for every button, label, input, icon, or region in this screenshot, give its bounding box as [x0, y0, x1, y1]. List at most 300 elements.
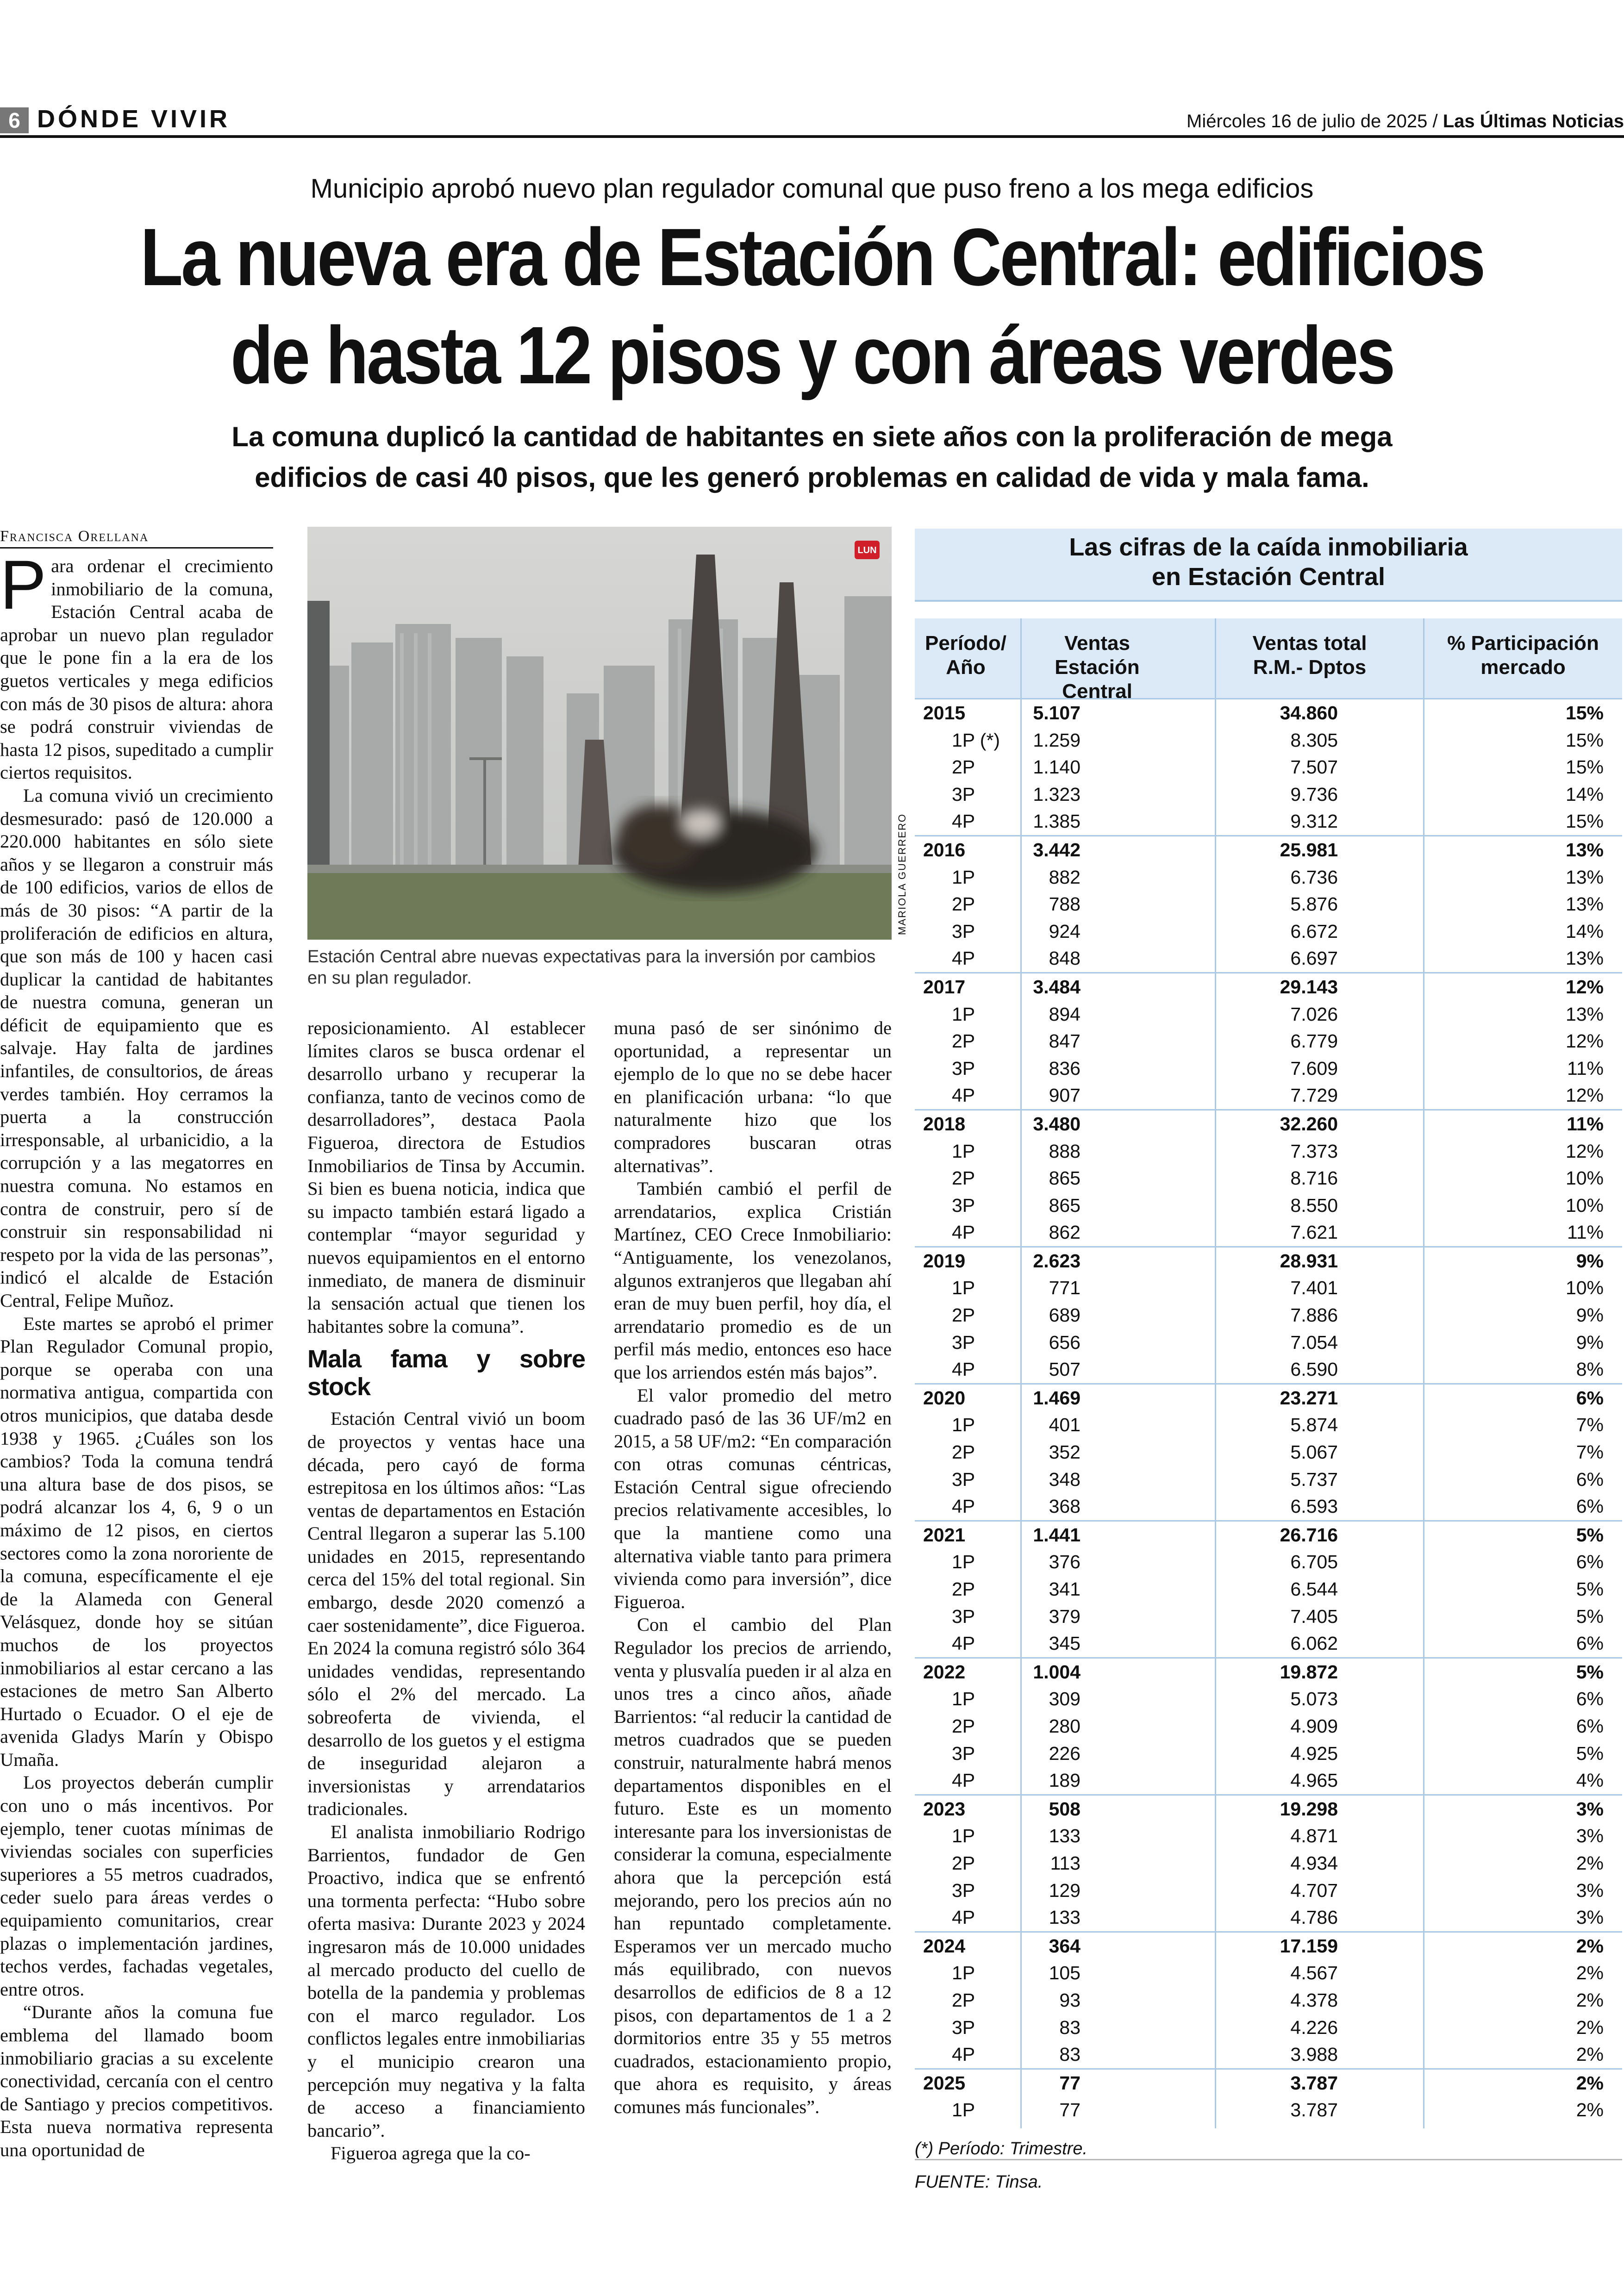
article-column-1: [0, 546, 273, 2162]
cell-total: 6.736: [1290, 866, 1338, 888]
cell-periodo: 1P: [952, 1688, 975, 1710]
cell-periodo: 3P: [952, 783, 975, 805]
cell-participacion: 9%: [1576, 1331, 1604, 1353]
cell-ventas: 836: [1049, 1057, 1081, 1079]
cell-ventas: 348: [1049, 1468, 1081, 1490]
cell-ventas: 865: [1049, 1167, 1081, 1189]
cell-ventas: 133: [1049, 1825, 1081, 1847]
cell-periodo: 2022: [923, 1661, 966, 1683]
cell-periodo: 3P: [952, 1468, 975, 1490]
cell-total: 7.621: [1290, 1222, 1338, 1243]
cell-ventas: 2.623: [1033, 1250, 1081, 1272]
cell-total: 5.874: [1290, 1414, 1338, 1436]
article-paragraph: “Durante años la comuna fue emblema del llamado boom inmobiliario gracias a su excelente conectividad, cercanía con el centro de Santiago y precios competitivos. Esta nueva normativa representa una oportunidad de: [0, 2002, 273, 2160]
cell-ventas: 507: [1049, 1359, 1081, 1380]
note-rule: [915, 2159, 1622, 2160]
article-paragraph: Para ordenar el crecimiento inmobiliario de la comuna, Estación Central acaba de aprobar un nuevo plan regulador que le pone fin a la era de los guetos verticales y mega edificios con más de 30 pisos de altura: ahora se podrá construir viviendas de hasta 12 pisos, supeditado a cumplir ciertos requisitos.: [0, 546, 273, 783]
cell-total: 7.054: [1290, 1331, 1338, 1353]
dateline-separator: /: [1432, 111, 1438, 131]
table-row: [915, 1548, 1622, 1576]
cell-total: 9.736: [1290, 783, 1338, 805]
cell-ventas: 341: [1049, 1578, 1081, 1600]
kicker: Municipio aprobó nuevo plan regulador comunal que puso freno a los mega edificios: [310, 174, 1314, 204]
cell-ventas: 113: [1050, 1852, 1081, 1874]
article-column-2: [307, 1017, 585, 2165]
cell-participacion: 12%: [1565, 1085, 1604, 1106]
cell-total: 3.787: [1290, 2072, 1338, 2094]
cell-participacion: 12%: [1565, 1030, 1604, 1052]
cell-periodo: 1P: [952, 1414, 975, 1436]
cell-ventas: 352: [1049, 1441, 1081, 1463]
cell-total: 32.260: [1280, 1113, 1338, 1135]
cell-participacion: 2%: [1576, 2099, 1604, 2121]
cell-participacion: 2%: [1576, 1989, 1604, 2011]
table-row: [915, 1329, 1622, 1356]
cell-periodo: 3P: [952, 1194, 975, 1216]
cell-participacion: 11%: [1567, 1057, 1604, 1079]
table-row: [915, 1439, 1622, 1466]
cell-periodo: 2017: [923, 976, 966, 998]
table-row: [915, 1603, 1622, 1630]
cell-periodo: 1P: [952, 2099, 975, 2121]
cell-periodo: 3P: [952, 1057, 975, 1079]
cell-total: 7.507: [1290, 756, 1338, 778]
cell-ventas: 1.441: [1033, 1524, 1081, 1546]
article-paragraph: Este martes se aprobó el primer Plan Regulador Comunal propio, porque se operaba con una normativa antigua, compartida con otros municipios, que databa desde 1938 y 1965. ¿Cuáles son los cambios? Toda la comuna tendrá una altura base de dos pisos, se podrá alcanzar los 4, 6, 9 o un máximo de 12 pisos, en ciertos sectores como la zona nororiente de la comuna, específicamente el eje de la Alameda con General Velásquez, donde hoy se sitúan muchos de los proyectos inmobiliarios al estar cercano a las estaciones de metro San Alberto Hurtado o Ecuador. O el eje de avenida Gladys Marín y Obispo Umaña.: [0, 1313, 273, 1770]
table-row: [915, 1630, 1622, 1657]
table-row: [915, 1138, 1622, 1165]
table-row: [915, 781, 1622, 808]
deck-line-1: La comuna duplicó la cantidad de habitantes en siete años con la proliferación de mega: [231, 421, 1393, 452]
cell-participacion: 2%: [1576, 2072, 1604, 2094]
article-paragraph: Figueroa agrega que la co-: [331, 2143, 531, 2164]
cell-ventas: 345: [1049, 1633, 1081, 1654]
cell-periodo: 3P: [952, 1605, 975, 1627]
cell-participacion: 2%: [1576, 1935, 1604, 1957]
cell-participacion: 15%: [1565, 756, 1604, 778]
table-row: [915, 1987, 1622, 2014]
cell-periodo: 4P: [952, 1907, 975, 1928]
cell-total: 28.931: [1280, 1250, 1338, 1272]
cell-ventas: 226: [1049, 1742, 1081, 1764]
city-skyline-photo: [307, 527, 892, 940]
cell-participacion: 12%: [1565, 1140, 1604, 1162]
cell-participacion: 6%: [1576, 1633, 1604, 1654]
cell-total: 4.965: [1290, 1770, 1338, 1791]
cell-total: 5.876: [1290, 893, 1338, 915]
cell-periodo: 2P: [952, 1989, 975, 2011]
article-paragraph: Estación Central vivió un boom de proyectos y ventas hace una década, pero cayó de forma estrepitosa en los últimos años: “Las ventas de departamentos en Estación Central llegaron a superar las 5.100 unidades en 2015, representando cerca del 15% del total regional. Sin embargo, desde 2020 comenzó a caer sostenidamente”, dice Figueroa. En 2024 la comuna registró sólo 364 unidades vendidas, representando sólo el 2% del mercado. La sobreoferta de vivienda, el desarrollo de los guetos y el estigma de inseguridad alejaron a inversionistas y arrendatarios tradicionales.: [307, 1408, 585, 1820]
cell-total: 7.373: [1290, 1140, 1338, 1162]
lun-badge-label: LUN: [857, 545, 877, 555]
cell-periodo: 2P: [952, 1578, 975, 1600]
cell-total: 29.143: [1280, 976, 1338, 998]
cell-ventas: 280: [1049, 1715, 1081, 1737]
table-row: [915, 1055, 1622, 1082]
table-row: [915, 1001, 1622, 1028]
publication-name: Las Últimas Noticias: [1443, 111, 1624, 131]
cell-total: 6.590: [1290, 1359, 1338, 1380]
cell-periodo: 2P: [952, 1852, 975, 1874]
cell-total: 7.405: [1290, 1605, 1338, 1627]
cell-ventas: 865: [1049, 1194, 1081, 1216]
table-row: [915, 1822, 1622, 1850]
cell-total: 17.159: [1280, 1935, 1338, 1957]
table-row: [915, 1850, 1622, 1877]
table-row: [915, 2041, 1622, 2068]
article-paragraph: reposicionamiento. Al establecer límites claros se busca ordenar el desarrollo urbano y recuperar la confianza, tanto de vecinos como de desarrolladores”, destaca Paola Figueroa, directora de Estudios Inmobiliarios de Tinsa by Accumin. Si bien es buena noticia, indica que su impacto también estará ligado a contemplar “mayor seguridad y nuevos equipamientos en el entorno inmediato, de manera de disminuir la sensación actual que tienen los habitantes sobre la comuna”.: [307, 1017, 585, 1337]
cell-ventas: 3.484: [1033, 976, 1081, 998]
cell-ventas: 189: [1049, 1770, 1081, 1791]
cell-periodo: 2024: [923, 1935, 966, 1957]
cell-periodo: 4P: [952, 811, 975, 832]
table-row: [915, 1219, 1622, 1246]
cell-periodo: 4P: [952, 1770, 975, 1791]
cell-total: 4.707: [1290, 1879, 1338, 1901]
cell-participacion: 4%: [1576, 1770, 1604, 1791]
cell-total: 8.550: [1290, 1194, 1338, 1216]
table-row: [915, 945, 1622, 972]
photo-credit: [894, 796, 913, 935]
cell-participacion: 5%: [1576, 1578, 1604, 1600]
cell-ventas: 1.259: [1033, 729, 1081, 751]
cell-participacion: 11%: [1567, 1113, 1604, 1135]
cell-participacion: 10%: [1565, 1167, 1604, 1189]
cell-periodo: 4P: [952, 2044, 975, 2065]
cell-ventas: 3.480: [1033, 1113, 1081, 1135]
cell-ventas: 376: [1049, 1551, 1081, 1573]
cell-ventas: 848: [1049, 948, 1081, 969]
cell-periodo: 2P: [952, 1167, 975, 1189]
cell-participacion: 13%: [1565, 1003, 1604, 1025]
cell-participacion: 7%: [1576, 1441, 1604, 1463]
cell-ventas: 862: [1049, 1222, 1081, 1243]
table-row: [915, 1082, 1622, 1109]
cell-participacion: 15%: [1565, 702, 1604, 723]
cell-participacion: 13%: [1565, 948, 1604, 969]
cell-ventas: 83: [1059, 2016, 1081, 2038]
table-row: [915, 1302, 1622, 1329]
cell-participacion: 2%: [1576, 2044, 1604, 2065]
table-source: FUENTE: Tinsa.: [915, 2172, 1043, 2192]
cell-total: 7.729: [1290, 1085, 1338, 1106]
table-row: [915, 891, 1622, 918]
column-header-ventas: Ventas Estación Central: [1055, 632, 1140, 703]
cell-periodo: 3P: [952, 1331, 975, 1353]
table-row: [915, 1274, 1622, 1302]
photo-credit-text: MARIOLA GUERRERO: [896, 813, 908, 935]
cell-total: 6.062: [1290, 1633, 1338, 1654]
cell-total: 5.073: [1290, 1688, 1338, 1710]
cell-total: 8.716: [1290, 1167, 1338, 1189]
cell-periodo: 4P: [952, 1496, 975, 1517]
cell-periodo: 1P: [952, 1551, 975, 1573]
cell-participacion: 6%: [1576, 1496, 1604, 1517]
cell-ventas: 1.004: [1033, 1661, 1081, 1683]
cell-total: 19.872: [1280, 1661, 1338, 1683]
cell-participacion: 6%: [1576, 1387, 1604, 1409]
cell-total: 23.271: [1280, 1387, 1338, 1409]
cell-participacion: 13%: [1565, 839, 1604, 861]
table-row: [915, 2096, 1622, 2124]
cell-participacion: 11%: [1567, 1222, 1604, 1243]
cell-participacion: 14%: [1565, 920, 1604, 942]
article-photo: [307, 527, 892, 940]
cell-periodo: 2025: [923, 2072, 966, 2094]
table-row: [915, 1877, 1622, 1904]
cell-participacion: 3%: [1576, 1825, 1604, 1847]
table-row: [915, 1904, 1622, 1931]
cell-ventas: 105: [1049, 1962, 1081, 1984]
cell-ventas: 401: [1049, 1414, 1081, 1436]
table-row-year: [915, 1657, 1622, 1686]
cell-periodo: 2P: [952, 756, 975, 778]
cell-periodo: 4P: [952, 1222, 975, 1243]
table-row-year: [915, 2068, 1622, 2097]
article-paragraph: También cambió el perfil de arrendatarios, explica Cristián Martínez, CEO Crece Inmobiliario: “Antiguamente, los venezolanos, algunos extranjeros que llegaban ahí eran de muy buen perfil, hoy día, el arrendatario promedio es de un perfil más medio, entonces eso hace que los arriendos estén más bajos”.: [614, 1178, 892, 1383]
cell-periodo: 2P: [952, 1441, 975, 1463]
cell-ventas: 924: [1049, 920, 1081, 942]
page-number: 6: [0, 107, 29, 133]
cell-periodo: 4P: [952, 1359, 975, 1380]
article-column-3: [614, 1017, 892, 2119]
article-paragraph: El analista inmobiliario Rodrigo Barrientos, fundador de Gen Proactivo, indica que se enfrentó una tormenta perfecta: “Hubo sobre oferta masiva: Durante 2023 y 2024 ingresaron más de 10.000 unidades al mercado producto del cuello de botella de la pandemia y problemas con el marco regulador. Los conflictos legales entre inmobiliarias y el municipio crearon una percepción muy negativa y la falta de acceso a financiamiento bancario”.: [307, 1821, 585, 2141]
cell-ventas: 1.140: [1033, 756, 1081, 778]
cell-total: 4.378: [1290, 1989, 1338, 2011]
cell-periodo: 3P: [952, 920, 975, 942]
table-row-year: [915, 1109, 1622, 1138]
cell-total: 6.544: [1290, 1578, 1338, 1600]
cell-ventas: 1.469: [1033, 1387, 1081, 1409]
column-header-total: Ventas total R.M.- Dptos: [1252, 632, 1367, 679]
table-row: [915, 2014, 1622, 2041]
article-paragraph: Con el cambio del Plan Regulador los precios de arriendo, venta y plusvalía pueden ir al alza en unos tres a cinco años, añade Barrientos: “al reducir la cantidad de metros cuadrados que se pueden construir, naturalmente habrá menos departamentos disponibles en el futuro. Este es un momento interesante para los inversionistas de considerar la comuna, especialmente ahora que la percepción está mejorando, pero los precios aún no han repuntado completamente. Esperamos ver un mercado mucho más equilibrado, con nuevos desarrollos de edificios de 8 a 12 pisos, con departamentos de 1 a 2 dormitorios entre 35 y 55 metros cuadrados, estacionamiento propio, que ahora es requisito, y áreas comunes más funcionales”.: [614, 1614, 892, 2117]
table-row: [915, 1356, 1622, 1383]
article-paragraph: El valor promedio del metro cuadrado pasó de las 36 UF/m2 en 2015, a 58 UF/m2: “En comparación con otras comunas céntricas, Estación Central sigue ofreciendo precios relativamente accesibles, lo que la mantiene como una alternativa viable tanto para primera vivienda como para inversión”, dice Figueroa.: [614, 1384, 892, 1612]
cell-ventas: 771: [1049, 1277, 1081, 1299]
cell-ventas: 1.385: [1033, 811, 1081, 832]
table-row: [915, 1740, 1622, 1767]
cell-ventas: 3.442: [1033, 839, 1081, 861]
cell-total: 4.925: [1290, 1742, 1338, 1764]
cell-periodo: 1P: [952, 1825, 975, 1847]
cell-participacion: 2%: [1576, 1962, 1604, 1984]
cell-periodo: 2015: [923, 702, 966, 723]
cell-participacion: 13%: [1565, 866, 1604, 888]
cell-participacion: 2%: [1576, 2016, 1604, 2038]
cell-ventas: 847: [1049, 1030, 1081, 1052]
cell-ventas: 77: [1059, 2072, 1081, 2094]
cell-ventas: 93: [1059, 1989, 1081, 2011]
cell-total: 34.860: [1280, 702, 1338, 723]
headline-line-2: de hasta 12 pisos y con áreas verdes: [230, 310, 1394, 401]
cell-periodo: 2020: [923, 1387, 966, 1409]
deck-line-2: edificios de casi 40 pisos, que les generó problemas en calidad de vida y mala fama.: [255, 462, 1369, 493]
cell-total: 4.909: [1290, 1715, 1338, 1737]
cell-total: 3.787: [1290, 2099, 1338, 2121]
cell-periodo: 2018: [923, 1113, 966, 1135]
cell-ventas: 882: [1049, 866, 1081, 888]
cell-periodo: 1P (*): [952, 729, 1000, 751]
cell-participacion: 10%: [1565, 1277, 1604, 1299]
table-row: [915, 727, 1622, 754]
cell-total: 3.988: [1290, 2044, 1338, 2065]
cell-ventas: 77: [1059, 2099, 1081, 2121]
cell-ventas: 129: [1049, 1879, 1081, 1901]
cell-participacion: 2%: [1576, 1852, 1604, 1874]
cell-total: 4.934: [1290, 1852, 1338, 1874]
cell-periodo: 2P: [952, 1304, 975, 1326]
cell-participacion: 5%: [1576, 1742, 1604, 1764]
cell-participacion: 15%: [1565, 811, 1604, 832]
dateline: [1187, 109, 1624, 133]
cell-total: 6.593: [1290, 1496, 1338, 1517]
table-row: [915, 1466, 1622, 1493]
headline-line-1: La nueva era de Estación Central: edificios: [140, 212, 1484, 303]
cell-periodo: 3P: [952, 2016, 975, 2038]
table-row-year: [915, 1520, 1622, 1549]
deck: [93, 417, 1531, 498]
cell-total: 19.298: [1280, 1798, 1338, 1820]
cell-periodo: 4P: [952, 1633, 975, 1654]
table-row-year: [915, 1383, 1622, 1412]
cell-total: 6.672: [1290, 920, 1338, 942]
cell-periodo: 1P: [952, 1003, 975, 1025]
table-row: [915, 1767, 1622, 1794]
byline: Francisca Orellana: [0, 528, 149, 545]
cell-total: 25.981: [1280, 839, 1338, 861]
table-row: [915, 1576, 1622, 1603]
cell-participacion: 12%: [1565, 976, 1604, 998]
cell-periodo: 2021: [923, 1524, 966, 1546]
cell-periodo: 2P: [952, 893, 975, 915]
cell-participacion: 6%: [1576, 1715, 1604, 1737]
cell-total: 4.786: [1290, 1907, 1338, 1928]
table-row: [915, 1493, 1622, 1520]
table-row-year: [915, 835, 1622, 864]
cell-participacion: 5%: [1576, 1524, 1604, 1546]
table-row-year: [915, 972, 1622, 1001]
headline: [137, 208, 1487, 405]
cell-total: 4.871: [1290, 1825, 1338, 1847]
cell-total: 9.312: [1290, 811, 1338, 832]
issue-date: Miércoles 16 de julio de 2025: [1187, 111, 1428, 131]
cell-participacion: 15%: [1565, 729, 1604, 751]
table-row: [915, 754, 1622, 781]
table-title: [915, 529, 1622, 602]
article-paragraph: Los proyectos deberán cumplir con uno o más incentivos. Por ejemplo, tener cuotas mínimas de viviendas sociales con superficies superiores a 55 metros cuadrados, ceder suelo para áreas verdes o equipamiento comunitarios, crear plazas o implementación jardines, techos verdes, fachadas vegetales, entre otros.: [0, 1772, 273, 2000]
cell-periodo: 2023: [923, 1798, 966, 1820]
cell-periodo: 2019: [923, 1250, 966, 1272]
cell-total: 8.305: [1290, 729, 1338, 751]
cell-total: 4.567: [1290, 1962, 1338, 1984]
table-row-year: [915, 1794, 1622, 1823]
article-paragraph: La comuna vivió un crecimiento desmesurado: pasó de 120.000 a 220.000 habitantes en sólo siete años y se llegaron a construir más de 100 edificios, varios de ellos de más de 30 pisos: “A partir de la proliferación de edificios en altura, que son más de 100 y hacen casi duplicar la cantidad de habitantes de nuestra comuna, generan un déficit de equipamiento que es salvaje. Hay falta de jardines infantiles, de consultorios, de áreas verdes también. Hoy cerramos la puerta a la construcción irresponsable, al urbanicidio, a la corrupción y a las megatorres en nuestra comuna. No estamos en contra de construir, pero sí de construir sin responsabilidad ni respeto por la vida de las personas”, indicó el alcalde de Estación Central, Felipe Muñoz.: [0, 785, 273, 1311]
cell-periodo: 4P: [952, 1085, 975, 1106]
cell-periodo: 3P: [952, 1879, 975, 1901]
cell-total: 7.609: [1290, 1057, 1338, 1079]
cell-participacion: 6%: [1576, 1688, 1604, 1710]
cell-participacion: 6%: [1576, 1468, 1604, 1490]
subhead: Mala fama y sobre stock: [307, 1345, 585, 1401]
table-row: [915, 918, 1622, 945]
table-row: [915, 1959, 1622, 1987]
cell-periodo: 1P: [952, 1140, 975, 1162]
cell-total: 7.886: [1290, 1304, 1338, 1326]
article-paragraph: muna pasó de ser sinónimo de oportunidad, a representar un ejemplo de lo que no se debe hacer en planificación urbana: “lo que naturalmente hizo que los compradores buscaran otras alternativas”.: [614, 1017, 892, 1176]
cell-periodo: 3P: [952, 1742, 975, 1764]
table-row: [915, 1192, 1622, 1219]
cell-participacion: 7%: [1576, 1414, 1604, 1436]
photo-caption: Estación Central abre nuevas expectativas para la inversión por cambios en su plan regulador.: [307, 947, 876, 988]
cell-total: 26.716: [1280, 1524, 1338, 1546]
table-row-year: [915, 1931, 1622, 1960]
cell-periodo: 1P: [952, 866, 975, 888]
cell-ventas: 133: [1049, 1907, 1081, 1928]
cell-ventas: 508: [1049, 1798, 1081, 1820]
cell-ventas: 364: [1049, 1935, 1081, 1957]
cell-periodo: 2016: [923, 839, 966, 861]
cell-ventas: 1.323: [1033, 783, 1081, 805]
cell-participacion: 3%: [1576, 1879, 1604, 1901]
cell-participacion: 13%: [1565, 893, 1604, 915]
table-row-year: [915, 698, 1622, 727]
table-title-line-2: en Estación Central: [1151, 563, 1386, 591]
cell-total: 5.067: [1290, 1441, 1338, 1463]
cell-ventas: 5.107: [1033, 702, 1081, 723]
cell-total: 7.401: [1290, 1277, 1338, 1299]
header-rule: [0, 135, 1624, 138]
cell-periodo: 4P: [952, 948, 975, 969]
cell-periodo: 1P: [952, 1962, 975, 1984]
cell-participacion: 5%: [1576, 1605, 1604, 1627]
cell-total: 6.779: [1290, 1030, 1338, 1052]
cell-participacion: 9%: [1576, 1304, 1604, 1326]
cell-ventas: 309: [1049, 1688, 1081, 1710]
cell-participacion: 10%: [1565, 1194, 1604, 1216]
section-title: DÓNDE VIVIR: [37, 105, 231, 133]
cell-ventas: 907: [1049, 1085, 1081, 1106]
cell-ventas: 368: [1049, 1496, 1081, 1517]
table-row: [915, 1411, 1622, 1439]
cell-participacion: 3%: [1576, 1798, 1604, 1820]
table-note: (*) Período: Trimestre.: [915, 2139, 1088, 2158]
cell-ventas: 83: [1059, 2044, 1081, 2065]
cell-ventas: 788: [1049, 893, 1081, 915]
table-row-year: [915, 1246, 1622, 1275]
table-row: [915, 1685, 1622, 1713]
column-header-periodo: Período/ Año: [924, 632, 1007, 679]
cell-total: 6.705: [1290, 1551, 1338, 1573]
cell-ventas: 888: [1049, 1140, 1081, 1162]
cell-participacion: 14%: [1565, 783, 1604, 805]
table-row: [915, 808, 1622, 835]
cell-ventas: 894: [1049, 1003, 1081, 1025]
cell-total: 4.226: [1290, 2016, 1338, 2038]
cell-ventas: 656: [1049, 1331, 1081, 1353]
table-title-line-1: Las cifras de la caída inmobiliaria: [1069, 533, 1468, 561]
cell-participacion: 3%: [1576, 1907, 1604, 1928]
cell-periodo: 2P: [952, 1030, 975, 1052]
table-body: [915, 698, 1622, 2124]
cell-periodo: 2P: [952, 1715, 975, 1737]
table-row: [915, 864, 1622, 891]
cell-participacion: 5%: [1576, 1661, 1604, 1683]
cell-participacion: 9%: [1576, 1250, 1604, 1272]
cell-ventas: 689: [1049, 1304, 1081, 1326]
cell-participacion: 8%: [1576, 1359, 1604, 1380]
cell-ventas: 379: [1049, 1605, 1081, 1627]
